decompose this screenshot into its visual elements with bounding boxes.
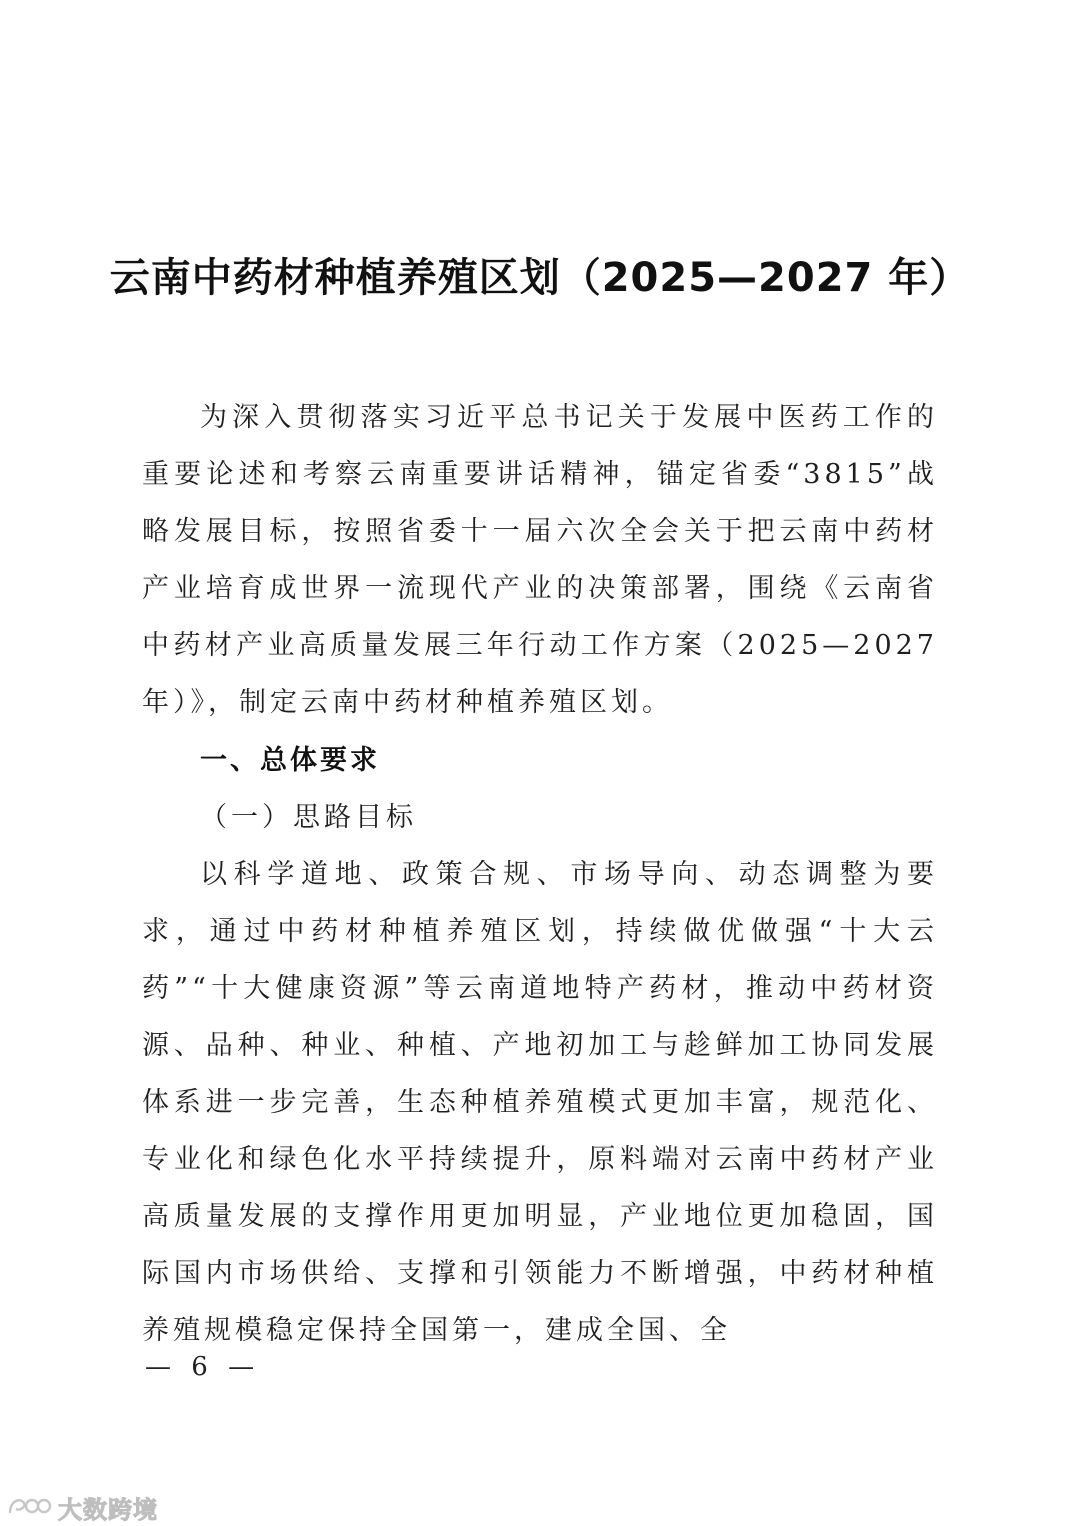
watermark-logo-icon bbox=[6, 1493, 52, 1523]
intro-paragraph: 为深入贯彻落实习近平总书记关于发展中医药工作的重要论述和考察云南重要讲话精神，锚定省委“3815”战略发展目标，按照省委十一届六次全会关于把云南中药材产业培育成世界一流现代产业的决策部署，围绕《云南省中药材产业高质量发展三年行动工作方案（2025—2027 年）》，制定云南中药材种植养殖区划。 bbox=[142, 402, 938, 718]
subsection-heading: （一）思路目标 bbox=[200, 802, 417, 833]
section-heading: 一、总体要求 bbox=[200, 745, 380, 776]
document-title: 云南中药材种植养殖区划（2025—2027 年） bbox=[109, 255, 971, 301]
watermark-text: 大数跨境 bbox=[58, 1496, 158, 1524]
watermark bbox=[6, 1490, 158, 1525]
goals-paragraph: 以科学道地、政策合规、市场导向、动态调整为要求，通过中药材种植养殖区划，持续做优做强“十大云药”“十大健康资源”等云南道地特产药材，推动中药材资源、品种、种业、种植、产地初加工与趁鲜加工协同发展体系进一步完善，生态种植养殖模式更加丰富，规范化、专业化和绿色化水平持续提升，原料端对云南中药材产业高质量发展的支撑作用更加明显，产业地位更加稳固，国际国内市场供给、支撑和引领能力不断增强，中药材种植养殖规模稳定保持全国第一，建成全国、全 bbox=[142, 859, 938, 1346]
page-number: — 6 — bbox=[145, 1352, 261, 1382]
